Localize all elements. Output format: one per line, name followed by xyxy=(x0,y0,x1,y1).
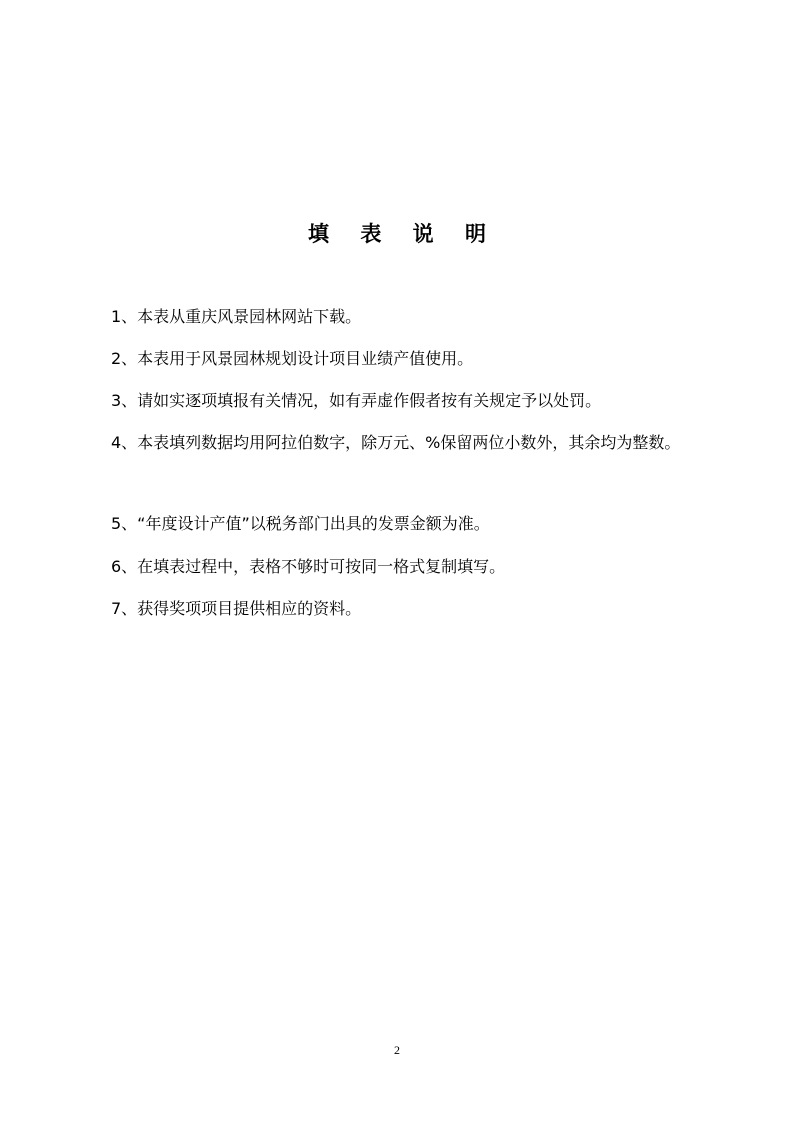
instruction-item-5: 5、“年度设计产值”以税务部门出具的发票金额为准。 xyxy=(111,514,490,533)
instruction-item-4: 4、本表填列数据均用阿拉伯数字，除万元、%保留两位小数外，其余均为整数。 xyxy=(111,433,681,452)
page-title: 填 表 说 明 xyxy=(308,222,498,246)
page-number: 2 xyxy=(394,1043,400,1057)
instruction-item-3: 3、请如实逐项填报有关情况，如有弄虚作假者按有关规定予以处罚。 xyxy=(111,391,602,410)
instruction-item-6: 6、在填表过程中，表格不够时可按同一格式复制填写。 xyxy=(111,557,506,576)
instruction-item-2: 2、本表用于风景园林规划设计项目业绩产值使用。 xyxy=(111,349,474,368)
instruction-item-1: 1、本表从重庆风景园林网站下载。 xyxy=(111,307,362,326)
instruction-item-7: 7、获得奖项项目提供相应的资料。 xyxy=(111,599,362,618)
